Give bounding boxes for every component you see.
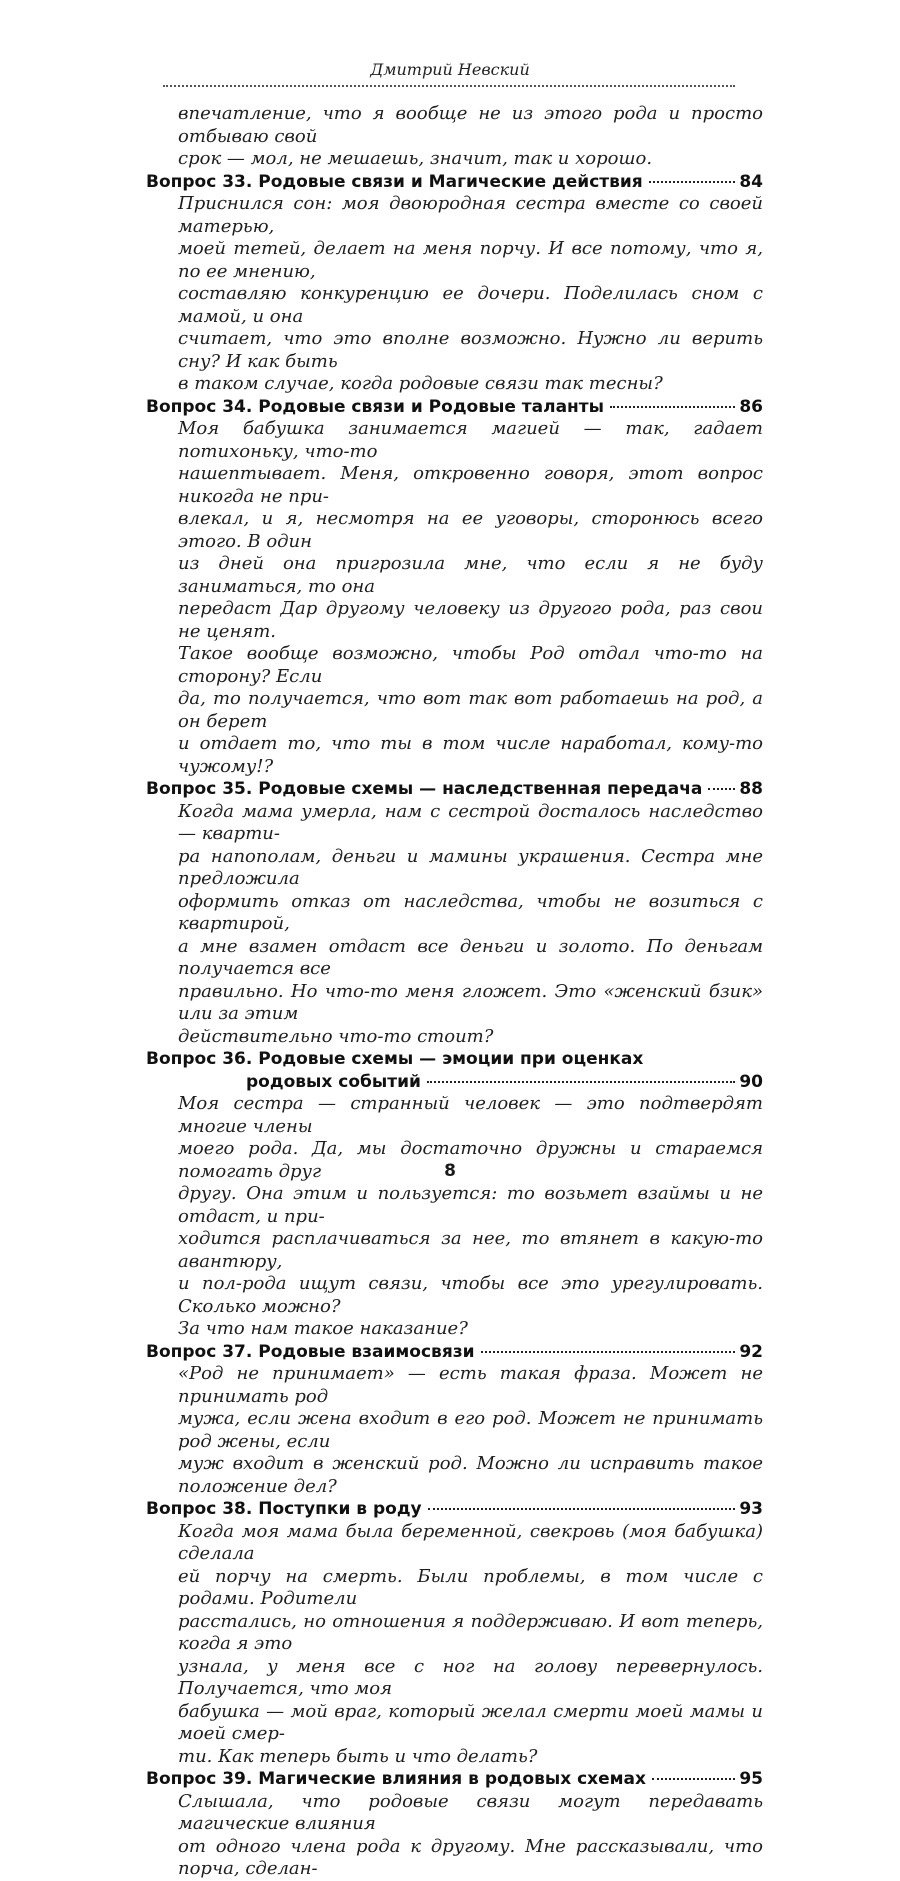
description-line: За что нам такое наказание? [178, 1318, 468, 1339]
toc-entry-q33[interactable] [146, 171, 763, 194]
toc-entry-title-continued: родовых событий [246, 1071, 421, 1092]
q39-description [178, 1791, 763, 1881]
description-line: влекал, и я, несмотря на ее уговоры, сторонюсь всего этого. В один [178, 508, 763, 552]
toc-entry-q37[interactable] [146, 1341, 763, 1364]
description-line: передаст Дар другому человеку из другого рода, раз свои не ценят. [178, 598, 763, 642]
q36-description [178, 1093, 763, 1341]
dot-leader [708, 788, 735, 790]
q38-description [178, 1521, 763, 1769]
toc-entry-q35[interactable] [146, 778, 763, 801]
description-line: действительно что-то стоит? [178, 1025, 494, 1047]
description-line: бабушка — мой враг, который желал смерти моей мамы и моей смер- [178, 1700, 763, 1744]
description-line: срок — мол, не мешаешь, значит, так и хорошо. [178, 148, 653, 169]
description-line: моего рода. Да, мы достаточно дружны и стараемся помогать друг [178, 1138, 763, 1182]
description-line: Слышала, что родовые связи могут передавать магические влияния [178, 1790, 763, 1834]
dot-leader [427, 1081, 735, 1083]
description-line: ей порчу на смерть. Были проблемы, в том числе с родами. Родители [178, 1565, 763, 1609]
toc-entry-title: Вопрос 33. Родовые связи и Магические действия [146, 171, 643, 192]
toc-entry-title: Вопрос 36. Родовые схемы — эмоции при оценках [146, 1049, 644, 1069]
description-line: в таком случае, когда родовые связи так тесны? [178, 373, 663, 394]
toc-entry-page: 84 [739, 171, 763, 192]
description-line: моей тетей, делает на меня порчу. И все потому, что я, по ее мнению, [178, 238, 763, 282]
description-line: от одного члена рода к другому. Мне рассказывали, что порча, сделан- [178, 1835, 763, 1879]
toc-entry-title: Вопрос 39. Магические влияния в родовых схемах [146, 1769, 646, 1789]
description-line: и отдает то, что ты в том числе наработал, кому-то чужому!? [178, 733, 763, 777]
description-line: Моя сестра — странный человек — это подтвердят многие члены [178, 1093, 763, 1137]
description-line: считает, что это вполне возможно. Нужно ли верить сну? И как быть [178, 328, 763, 372]
toc-entry-page: 88 [739, 779, 763, 799]
q34-description [178, 418, 763, 778]
toc-entry-q38[interactable] [146, 1498, 763, 1521]
toc-entry-page: 93 [739, 1499, 763, 1519]
description-line: Такое вообще возможно, чтобы Род отдал что-то на сторону? Если [178, 643, 763, 687]
description-line: а мне взамен отдаст все деньги и золото. По деньгам получается все [178, 935, 763, 979]
description-line: из дней она пригрозила мне, что если я не буду заниматься, то она [178, 553, 763, 597]
toc-entry-title: Вопрос 34. Родовые связи и Родовые таланты [146, 396, 605, 417]
description-line: Когда мама умерла, нам с сестрой досталось наследство — кварти- [178, 800, 763, 844]
description-line: другу. Она этим и пользуется: то возьмет взаймы и не отдаст, и при- [178, 1183, 763, 1227]
description-line: впечатление, что я вообще не из этого рода и просто отбываю свой [178, 103, 763, 147]
description-line: ти. Как теперь быть и что делать? [178, 1745, 538, 1767]
toc-entry-page: 95 [739, 1769, 763, 1789]
table-of-contents [0, 103, 900, 1881]
description-line: оформить отказ от наследства, чтобы не возиться с квартирой, [178, 890, 763, 934]
toc-entry-title: Вопрос 35. Родовые схемы — наследственная передача [146, 779, 703, 799]
description-line: Когда моя мама была беременной, свекровь (моя бабушка) сделала [178, 1520, 763, 1564]
header-dotted-rule [163, 85, 735, 87]
description-line: Моя бабушка занимается магией — так, гадает потихоньку, что-то [178, 418, 763, 462]
description-line: «Род не принимает» — есть такая фраза. Может не принимать род [178, 1363, 763, 1407]
description-line: ходится расплачиваться за нее, то втянет в какую-то авантюру, [178, 1228, 763, 1272]
description-line: правильно. Но что-то меня гложет. Это «женский бзик» или за этим [178, 980, 763, 1024]
intro-description [178, 103, 763, 171]
description-line: да, то получается, что вот так вот работаешь на род, а он берет [178, 688, 763, 732]
description-line: составляю конкуренцию ее дочери. Поделилась сном с мамой, и она [178, 283, 763, 327]
q37-description [178, 1363, 763, 1498]
toc-entry-q34[interactable] [146, 396, 763, 419]
toc-entry-q36[interactable] [246, 1071, 763, 1094]
toc-entry-title: Вопрос 38. Поступки в роду [146, 1499, 422, 1519]
toc-entry-q36-title[interactable] [146, 1048, 763, 1071]
dot-leader [652, 1778, 735, 1780]
running-header-author: Дмитрий Невский [370, 60, 530, 79]
dot-leader [481, 1351, 736, 1353]
description-line: мужа, если жена входит в его род. Может не принимать род жены, если [178, 1408, 763, 1452]
q35-description [178, 801, 763, 1049]
toc-entry-q39[interactable] [146, 1768, 763, 1791]
description-line: узнала, у меня все с ног на голову перевернулось. Получается, что моя [178, 1655, 763, 1699]
dot-leader [428, 1508, 736, 1510]
description-line: нашептывает. Меня, откровенно говоря, этот вопрос никогда не при- [178, 463, 763, 507]
description-line: муж входит в женский род. Можно ли исправить такое положение дел? [178, 1453, 763, 1497]
description-line: и пол-рода ищут связи, чтобы все это урегулировать. Сколько можно? [178, 1273, 763, 1317]
description-line: ра напополам, деньги и мамины украшения. Сестра мне предложила [178, 845, 763, 889]
toc-entry-page: 90 [739, 1071, 763, 1092]
description-line: Приснился сон: моя двоюродная сестра вместе со своей матерью, [178, 193, 763, 237]
dot-leader [610, 406, 735, 408]
description-line: расстались, но отношения я поддерживаю. И вот теперь, когда я это [178, 1610, 763, 1654]
page-number: 8 [444, 1161, 456, 1181]
q33-description [178, 193, 763, 396]
toc-entry-page: 86 [739, 396, 763, 417]
toc-entry-title: Вопрос 37. Родовые взаимосвязи [146, 1341, 475, 1362]
toc-entry-page: 92 [739, 1341, 763, 1362]
dot-leader [649, 181, 736, 183]
